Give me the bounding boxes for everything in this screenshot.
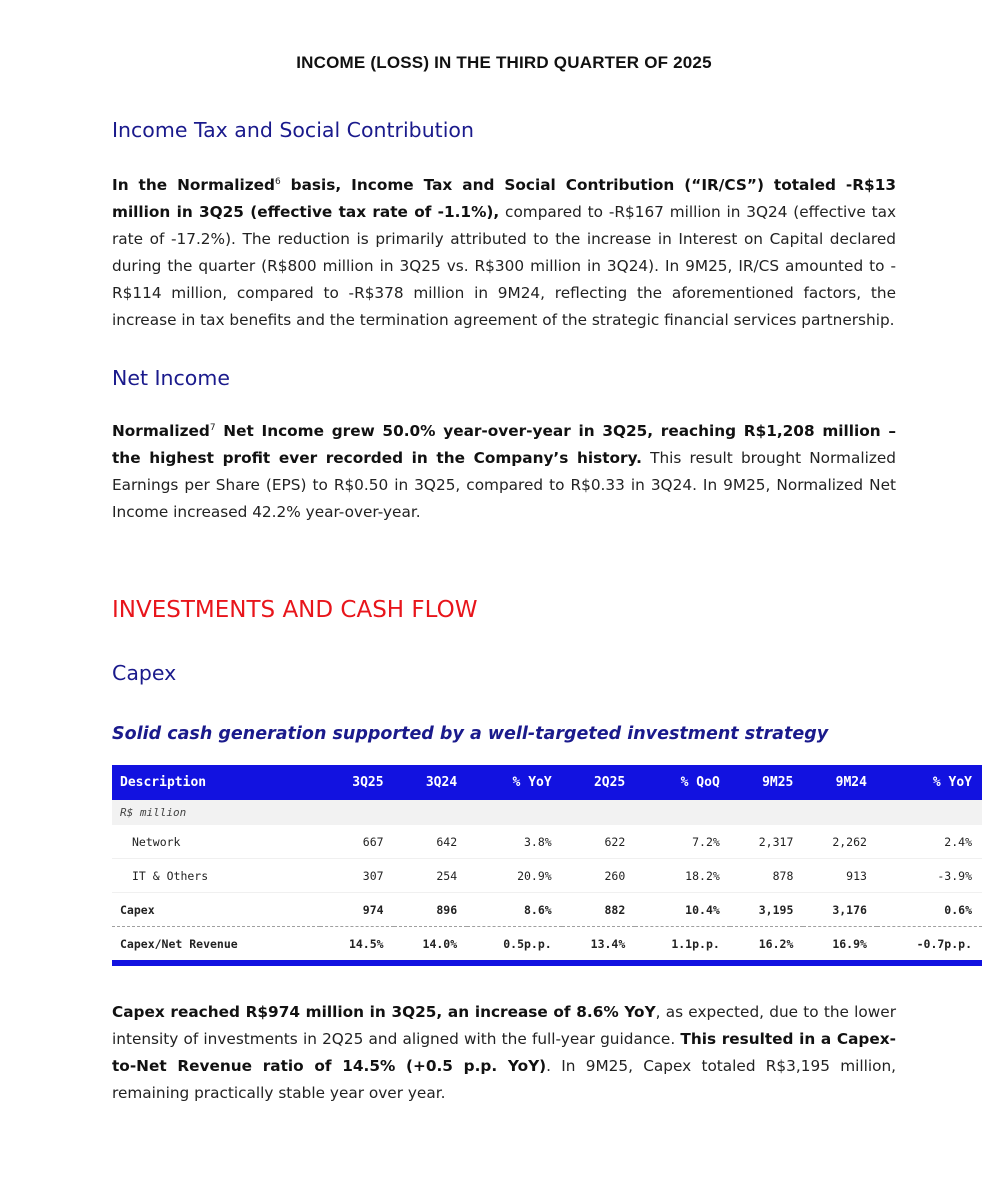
cell: 14.0% <box>394 927 468 964</box>
table-row-ratio <box>112 927 982 964</box>
capex-text-a: , as expected, due to the lower intensity of investments in 2Q25 and aligned with the full-year guidance. <box>112 1003 897 1048</box>
net-income-paragraph <box>112 418 896 526</box>
cell: 18.2% <box>635 859 730 893</box>
cell: Network <box>112 825 320 859</box>
col-9m25: 9M25 <box>730 765 804 800</box>
cell: 2.4% <box>877 825 982 859</box>
cell: 260 <box>562 859 636 893</box>
cell: 896 <box>394 893 468 927</box>
tax-section-heading: Income Tax and Social Contribution <box>112 118 474 142</box>
capex-table <box>112 765 982 966</box>
capex-paragraph <box>112 999 896 1107</box>
tax-body: compared to -R$167 million in 3Q24 (effective tax rate of -17.2%). The reduction is primarily attributed to the increase in Interest on Capital declared during the quarter (R$800 million in 3Q25 vs. R$300 million in 3Q24). In 9M25, IR/CS amounted to -R$114 million, compared to -R$378 million in 9M24, reflecting the aforementioned factors, the increase in tax benefits and the termination agreement of the strategic financial services partnership. <box>112 203 896 329</box>
cell: 13.4% <box>562 927 636 964</box>
col-description: Description <box>112 765 320 800</box>
cell: Capex <box>112 893 320 927</box>
cell: 14.5% <box>320 927 394 964</box>
cell: 0.5p.p. <box>467 927 562 964</box>
table-row-total <box>112 893 982 927</box>
cell: 3.8% <box>467 825 562 859</box>
capex-bold-b: This resulted in a Capex-to-Net Revenue ratio of 14.5% (+0.5 p.p. YoY) <box>112 1030 896 1075</box>
cell: 2,262 <box>803 825 877 859</box>
col-3q24: 3Q24 <box>394 765 468 800</box>
col-yoy-9m: % YoY <box>877 765 982 800</box>
cell: 1.1p.p. <box>635 927 730 964</box>
cell: 20.9% <box>467 859 562 893</box>
col-qoq: % QoQ <box>635 765 730 800</box>
capex-subheading: Solid cash generation supported by a well-targeted investment strategy <box>112 724 829 744</box>
capex-heading: Capex <box>112 661 177 685</box>
net-income-heading: Net Income <box>112 366 230 390</box>
cell: 7.2% <box>635 825 730 859</box>
cell: -3.9% <box>877 859 982 893</box>
cell: 254 <box>394 859 468 893</box>
unit-row <box>112 800 982 825</box>
cell: 10.4% <box>635 893 730 927</box>
col-3q25: 3Q25 <box>320 765 394 800</box>
net-income-lead-b: Net Income grew 50.0% year-over-year in 3Q25, reaching R$1,208 million – the highest profit ever recorded in the Company’s history. <box>112 422 896 467</box>
col-9m24: 9M24 <box>803 765 877 800</box>
cell: 878 <box>730 859 804 893</box>
cell: Capex/Net Revenue <box>112 927 320 964</box>
cell: IT & Others <box>112 859 320 893</box>
tax-lead-b: basis, Income Tax and Social Contribution (“IR/CS”) totaled -R$13 million in 3Q25 (effective tax rate of -1.1%), <box>112 176 896 221</box>
table-header-row <box>112 765 982 800</box>
cell: 3,195 <box>730 893 804 927</box>
net-income-lead-a: Normalized <box>112 422 210 440</box>
cell: 913 <box>803 859 877 893</box>
tax-paragraph <box>112 172 896 334</box>
page-title: INCOME (LOSS) IN THE THIRD QUARTER OF 2025 <box>296 53 712 72</box>
table-row <box>112 825 982 859</box>
footnote-6: 6 <box>274 176 281 187</box>
cell: 642 <box>394 825 468 859</box>
cell: 3,176 <box>803 893 877 927</box>
cell: 882 <box>562 893 636 927</box>
tax-lead-a: In the Normalized <box>112 176 275 194</box>
col-2q25: 2Q25 <box>562 765 636 800</box>
footnote-7: 7 <box>209 422 216 433</box>
net-income-body: This result brought Normalized Earnings per Share (EPS) to R$0.50 in 3Q25, compared to R$0.33 in 3Q24. In 9M25, Normalized Net Income increased 42.2% year-over-year. <box>112 449 896 521</box>
cell: -0.7p.p. <box>877 927 982 964</box>
cell: 307 <box>320 859 394 893</box>
col-yoy: % YoY <box>467 765 562 800</box>
cell: 622 <box>562 825 636 859</box>
cell: 0.6% <box>877 893 982 927</box>
cell: 16.2% <box>730 927 804 964</box>
cell: 8.6% <box>467 893 562 927</box>
investments-heading: INVESTMENTS AND CASH FLOW <box>112 597 478 623</box>
cell: 16.9% <box>803 927 877 964</box>
cell: 667 <box>320 825 394 859</box>
cell: 974 <box>320 893 394 927</box>
capex-bold-a: Capex reached R$974 million in 3Q25, an increase of 8.6% YoY <box>112 1003 656 1021</box>
table-row <box>112 859 982 893</box>
unit-label: R$ million <box>112 800 982 825</box>
capex-text-b: . In 9M25, Capex totaled R$3,195 million, remaining practically stable year over year. <box>112 1057 897 1102</box>
cell: 2,317 <box>730 825 804 859</box>
